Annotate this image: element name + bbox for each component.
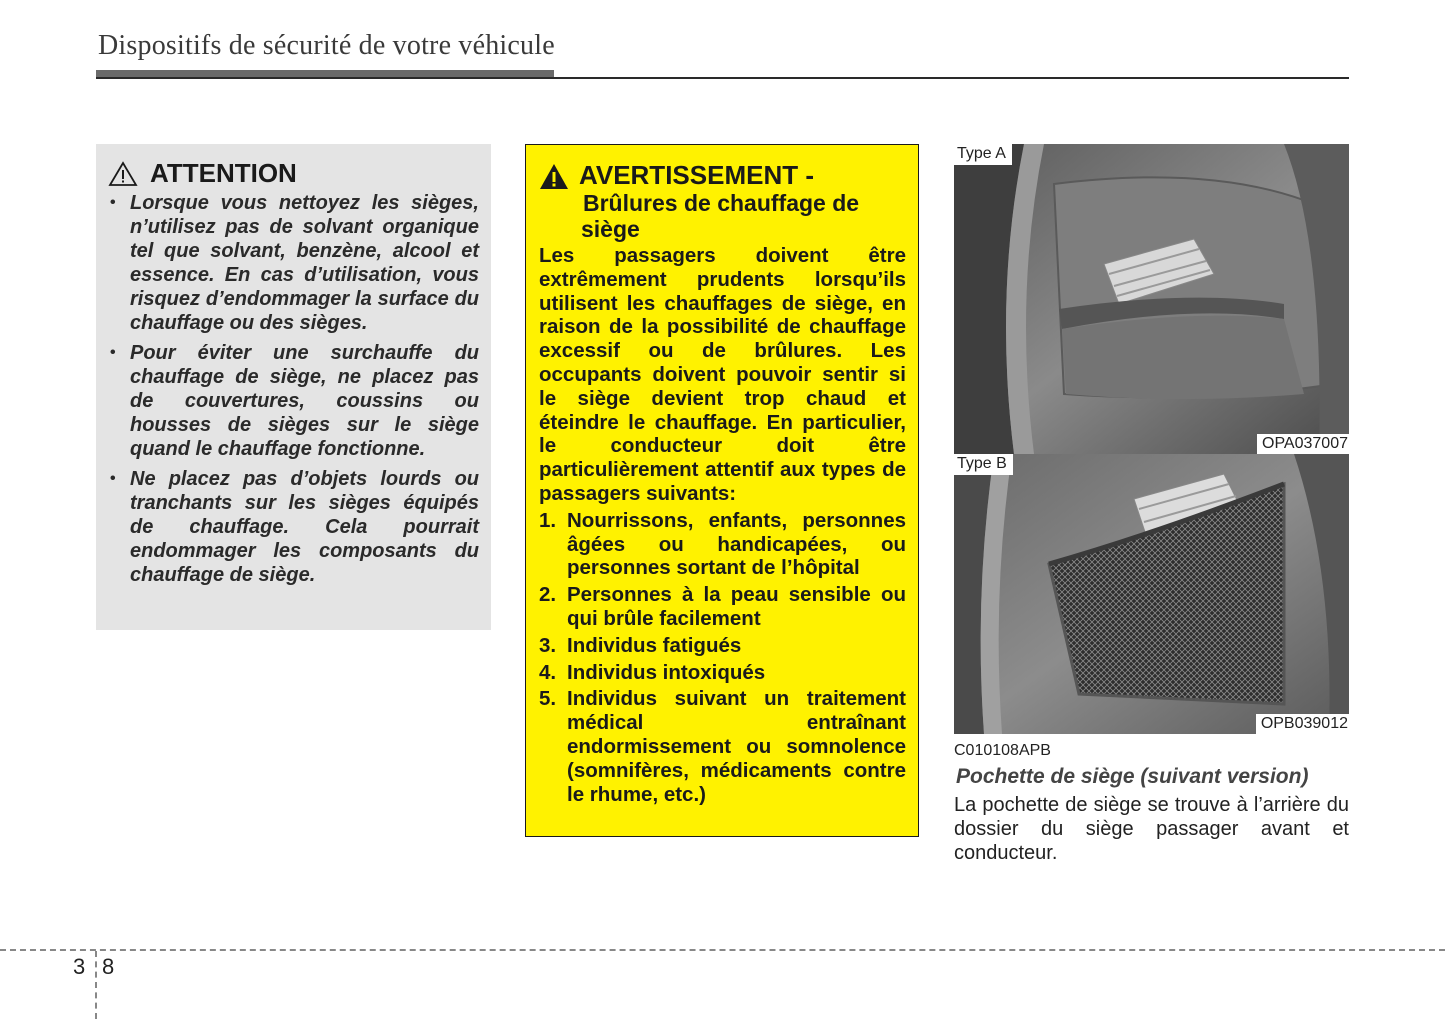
- figure-type-label: Type A: [954, 144, 1012, 165]
- seat-pocket-type-a-illustration: [954, 144, 1349, 454]
- caution-title: ATTENTION: [150, 158, 297, 188]
- warning-triangle-icon: [539, 163, 569, 191]
- caution-item: • Ne placez pas d’objets lourds ou tranchants sur les sièges équipés de chauffage. Cela pourrait endommager les composants du chauffage de siège.: [108, 467, 479, 587]
- page-chapter-number: 3: [73, 954, 86, 979]
- caution-list: [108, 191, 479, 587]
- page-number: 8: [102, 954, 115, 979]
- warning-header: [539, 159, 906, 191]
- seat-pocket-type-b-illustration: [954, 454, 1349, 734]
- seat-pocket-figure-type-a: [954, 144, 1349, 454]
- warning-subtitle-cont: siège: [581, 216, 640, 242]
- section-body: La pochette de siège se trouve à l’arrière du dossier du siège passager avant et conducteur.: [954, 794, 1349, 864]
- warning-body: Les passagers doivent être extrêmement prudents lorsqu’ils utilisent les chauffages de siège, en raison de la possibilité de chauffage excessif ou de brûlures. Les occupants doivent pouvoir sentir si le siège devient trop chaud et éteindre le chauffage. En particulier, le conducteur doit être particulièrement attentif aux types de passagers suivants:: [539, 244, 906, 505]
- figure-code-label: OPB039012: [1256, 714, 1349, 734]
- warning-box: [525, 144, 919, 837]
- warning-list-item: 2. Personnes à la peau sensible ou qui brûle facilement: [539, 583, 906, 630]
- warning-list-item: 4. Individus intoxiqués: [539, 660, 766, 684]
- figure-code-label: OPA037007: [1257, 434, 1349, 454]
- caution-item: • Pour éviter une surchauffe du chauffage de siège, ne placez pas de couvertures, coussins ou housses de sièges sur le siège quand le chauffage fonctionne.: [108, 341, 479, 461]
- footer-divider: [0, 949, 1445, 951]
- caution-box: [96, 144, 491, 630]
- section-title: Pochette de siège (suivant version): [956, 765, 1309, 788]
- page-header-title: Dispositifs de sécurité de votre véhicule: [98, 30, 555, 61]
- seat-pocket-figure-type-b: [954, 454, 1349, 734]
- header-rule: [96, 77, 1349, 79]
- warning-title: AVERTISSEMENT -: [579, 160, 814, 190]
- caution-item: • Lorsque vous nettoyez les sièges, n’utilisez pas de solvant organique tel que solvant, benzène, alcool et essence. En cas d’utilisation, vous risquez d’endommager la surface du chauffage ou des sièges.: [108, 191, 479, 335]
- footer-vertical-divider: [95, 951, 97, 1019]
- caution-header: [108, 158, 479, 189]
- warning-subtitle: Brûlures de chauffage de: [583, 190, 860, 216]
- figure-type-label: Type B: [954, 454, 1013, 475]
- warning-list: [539, 509, 906, 807]
- warning-list-item: 5. Individus suivant un traitement médical entraînant endormissement ou somnolence (somnifères, médicaments contre le rhume, etc.): [539, 687, 906, 806]
- warning-list-item: 3. Individus fatigués: [539, 633, 742, 657]
- caution-triangle-icon: [108, 161, 138, 187]
- warning-list-item: 1. Nourrissons, enfants, personnes âgées ou handicapées, ou personnes sortant de l’hôpital: [539, 508, 906, 580]
- section-reference-code: C010108APB: [954, 742, 1051, 759]
